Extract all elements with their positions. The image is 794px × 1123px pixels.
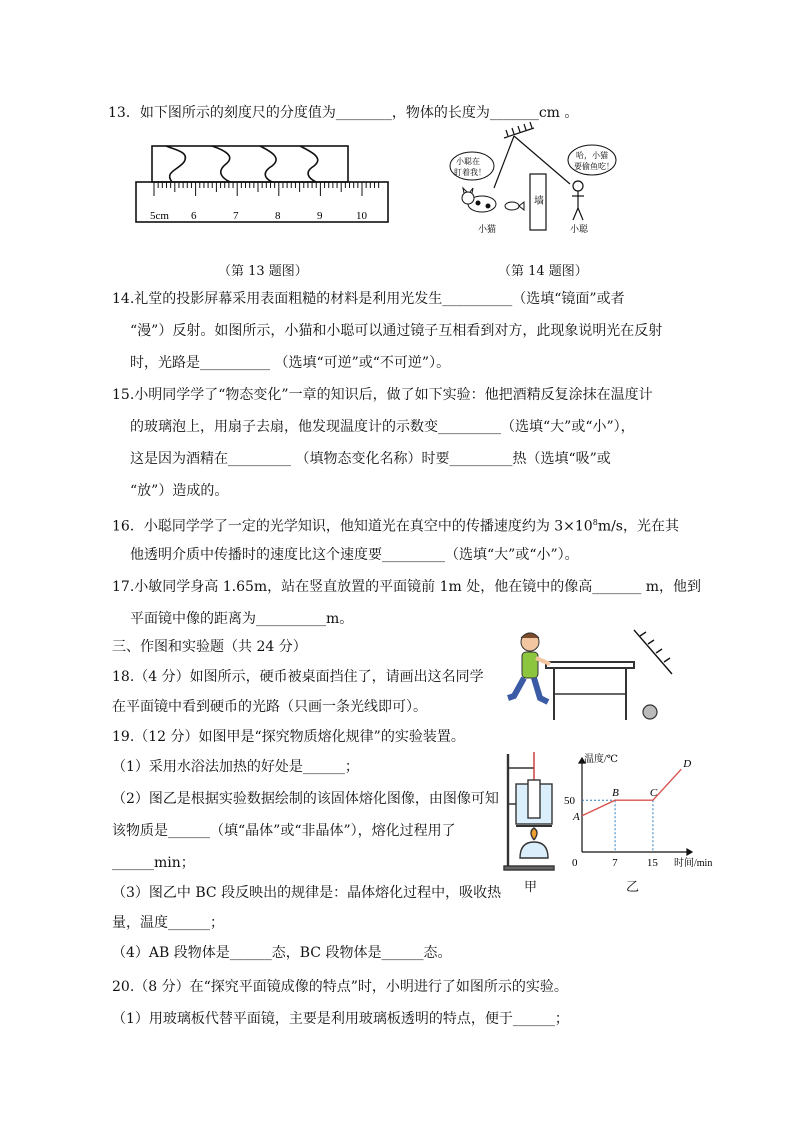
test-tube-icon xyxy=(528,780,540,818)
q14-line1: 14.礼堂的投影屏幕采用表面粗糙的材料是利用光发生__________（选填“镜面”或者 xyxy=(112,291,625,307)
cat-label: 小猫 xyxy=(478,224,497,234)
q19-p4: （4）AB 段物体是______态，BC 段物体是______态。 xyxy=(112,945,452,961)
svg-text:要偷鱼吃！: 要偷鱼吃！ xyxy=(574,162,614,171)
speech-bubble-boy xyxy=(568,145,616,175)
q17-line1: 17.小敏同学身高 1.65m，站在竖直放置的平面镜前 1m 处，他在镜中的像高_______ m，他到 xyxy=(112,579,701,595)
mirror-icon xyxy=(634,630,672,674)
ruler-label-9: 9 xyxy=(317,210,323,222)
q17-line2: 平面镜中像的距离为__________m。 xyxy=(130,611,354,627)
wall-label: 墙 xyxy=(534,196,544,207)
point-label-B: B xyxy=(612,787,619,800)
q16-line1: 16．小聪同学学了一定的光学知识，他知道光在真空中的传播速度约为 $3\times 10^8m/s$，光在其 xyxy=(112,518,679,535)
x-axis-arrow xyxy=(687,849,692,855)
q18-line2: 在平面镜中看到硬币的光路（只画一条光线即可）。 xyxy=(112,699,427,715)
ruler-label-10: 10 xyxy=(356,210,367,222)
exponent: 8 xyxy=(592,518,598,527)
ruler-label-7: 7 xyxy=(233,210,239,222)
q19-p2-3: ______min； xyxy=(112,855,195,871)
y-axis-label: 温度/℃ xyxy=(584,754,618,765)
ruler-labels xyxy=(150,210,368,222)
svg-text:小聪在: 小聪在 xyxy=(456,157,480,166)
point-label-D: D xyxy=(683,758,692,771)
cat-icon xyxy=(462,188,524,212)
q20-p1: （1）用玻璃板代替平面镜，主要是利用玻璃板透明的特点，便于______； xyxy=(112,1011,569,1027)
q15-line1: 15.小明同学学了“物态变化”一章的知识后，做了如下实验：他把酒精反复涂抹在温度计 xyxy=(112,387,653,403)
q19-line1: 19.（12 分）如图甲是“探究物质熔化规律”的实验装置。 xyxy=(112,729,465,745)
q19-p2-2: 该物质是______（填“晶体”或“非晶体”），熔化过程用了 xyxy=(112,823,456,839)
coin-icon xyxy=(643,705,657,719)
q14-line2: “漫”）反射。如图所示，小猫和小聪可以通过镜子互相看到对方，此现象说明光在反射 xyxy=(130,323,663,339)
table-coin-figure xyxy=(500,622,690,726)
q19-p3-2: 量，温度______； xyxy=(112,915,224,931)
q15-line4: “放”）造成的。 xyxy=(130,483,229,499)
q16-line2: 他透明介质中传播时的速度比这个速度要_________（选填“大”或“小”）。 xyxy=(130,547,579,563)
q19-p2-1: （2）图乙是根据实验数据绘制的该固体熔化图像，由图像可知 xyxy=(112,791,499,807)
flame-icon xyxy=(531,828,537,840)
mirror-cat-boy-figure xyxy=(448,124,628,240)
fig13-caption: （第 13 题图） xyxy=(218,264,308,279)
q13-text: 13．如下图所示的刻度尺的分度值为________，物体的长度为_______cm 。 xyxy=(108,105,579,121)
svg-text:哈，小猫: 哈，小猫 xyxy=(576,151,608,160)
q19-p3-1: （3）图乙中 BC 段反映出的规律是：晶体熔化过程中，吸收热 xyxy=(112,885,502,901)
point-label-C: C xyxy=(649,787,658,800)
fig14-caption: （第 14 题图） xyxy=(498,264,588,279)
q20-line1: 20.（8 分）在“探究平面镜成像的特点”时，小明进行了如图所示的实验。 xyxy=(112,979,568,995)
x-tick-7: 7 xyxy=(612,857,618,869)
boy-label: 小聪 xyxy=(570,224,589,234)
ruler-label-8: 8 xyxy=(275,210,281,222)
table-icon xyxy=(546,662,634,720)
section3-title: 三、作图和实验题（共 24 分） xyxy=(112,639,307,655)
svg-text:盯着我！: 盯着我！ xyxy=(454,168,486,177)
x-tick-15: 15 xyxy=(646,857,658,869)
alcohol-lamp-icon xyxy=(520,842,548,858)
ruler-figure xyxy=(132,142,394,230)
melting-curve-chart xyxy=(562,752,713,872)
q18-line1: 18.（4 分）如图所示，硬币被桌面挡住了，请画出这名同学 xyxy=(112,669,484,685)
ruler-label-5: 5cm xyxy=(150,210,169,222)
origin-label: 0 xyxy=(572,857,578,869)
q14-line3: 时，光路是__________ （选填“可逆”或“不可逆”）。 xyxy=(130,355,451,371)
point-label-A: A xyxy=(573,810,580,823)
ruler-label-6: 6 xyxy=(191,210,197,222)
q15-line3: 这是因为酒精在_________ （填物态变化名称）时要_________热（选填“吸”或 xyxy=(130,451,611,467)
stand-base xyxy=(504,866,554,870)
label-yi: 乙 xyxy=(626,880,640,895)
x-axis-label: 时间/min xyxy=(674,858,713,869)
boy-icon xyxy=(508,633,550,702)
mirror-icon xyxy=(504,122,534,138)
label-jia: 甲 xyxy=(524,880,538,895)
y-tick-50: 50 xyxy=(564,795,575,808)
q15-line2: 的玻璃泡上，用扇子去扇，他发现温度计的示数变_________（选填“大”或“小”）， xyxy=(130,419,635,435)
boy-icon xyxy=(572,181,584,220)
q19-p1: （1）采用水浴法加热的好处是______； xyxy=(112,759,359,775)
measured-object xyxy=(152,146,348,182)
melting-apparatus-figure xyxy=(498,746,564,872)
speech-bubble-cat xyxy=(450,152,494,180)
melting-curve xyxy=(582,769,681,816)
